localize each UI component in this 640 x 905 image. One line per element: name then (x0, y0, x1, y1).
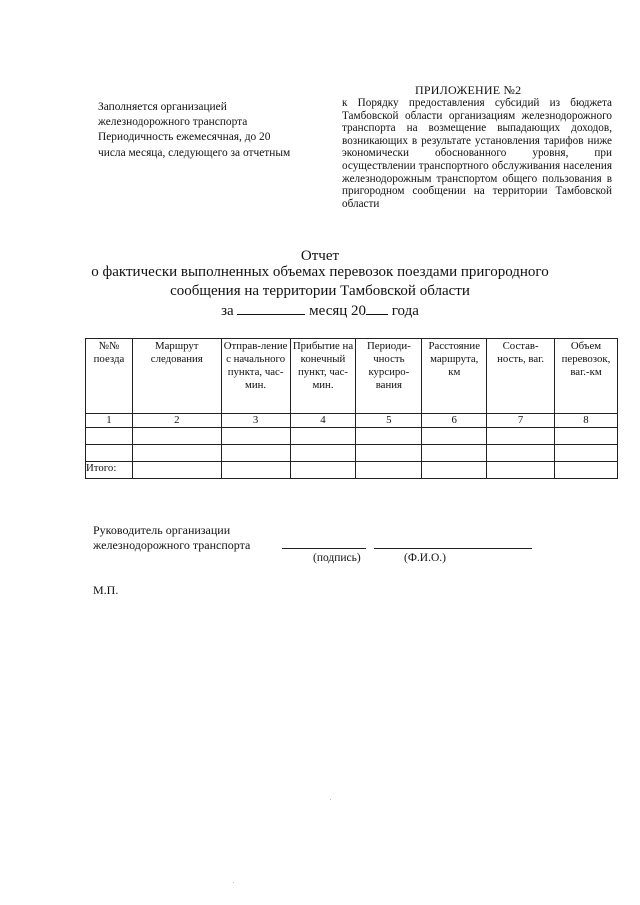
signature-line-text: железнодорожного транспорта (93, 538, 251, 552)
table-cell[interactable] (422, 428, 487, 445)
column-number: 5 (356, 414, 422, 428)
report-subtitle-line: о фактически выполненных объемах перевозок поездами пригородного (91, 264, 549, 280)
table-cell[interactable] (356, 428, 422, 445)
column-header: Состав-ность, ваг. (487, 339, 555, 414)
column-header: Маршрут следования (132, 339, 221, 414)
column-number-row (86, 414, 618, 428)
table-row (86, 428, 618, 445)
table-cell[interactable] (356, 445, 422, 462)
table-cell[interactable] (221, 445, 290, 462)
filler-note-line: числа месяца, следующего за отчетным (98, 146, 291, 159)
table-cell[interactable] (132, 428, 221, 445)
year-blank-field[interactable] (366, 302, 388, 315)
table-cell[interactable] (487, 462, 555, 479)
table-cell[interactable] (290, 428, 356, 445)
period-month-label: месяц 20 (309, 303, 367, 319)
column-number: 1 (86, 414, 133, 428)
table-cell[interactable] (132, 462, 221, 479)
table-row (86, 445, 618, 462)
column-header: Расстояние маршрута, км (422, 339, 487, 414)
table-cell[interactable] (422, 445, 487, 462)
table-cell[interactable] (132, 445, 221, 462)
filler-note-line: Периодичность ежемесячная, до 20 (98, 131, 271, 144)
table-cell[interactable] (555, 428, 618, 445)
table-cell[interactable] (86, 428, 133, 445)
table-cell[interactable] (555, 462, 618, 479)
column-header: Периоди-чность курсиро-вания (356, 339, 422, 414)
full-name-field[interactable] (374, 548, 532, 549)
table-cell[interactable] (487, 445, 555, 462)
total-label: Итого: (86, 462, 133, 479)
table-header-row (86, 339, 618, 414)
report-table (85, 338, 618, 479)
table-cell[interactable] (422, 462, 487, 479)
table-cell[interactable] (487, 428, 555, 445)
filler-note-line: Заполняется организацией (98, 101, 227, 113)
filler-note (98, 100, 328, 161)
table-cell[interactable] (221, 462, 290, 479)
month-blank-field[interactable] (237, 302, 305, 315)
table-cell[interactable] (86, 445, 133, 462)
table-cell[interactable] (290, 445, 356, 462)
column-header: Отправ-ление с начального пункта, час-мин. (221, 339, 290, 414)
signature-block (93, 523, 250, 553)
appendix-title: ПРИЛОЖЕНИЕ №2 (415, 83, 522, 97)
period-year-label: года (391, 303, 419, 319)
full-name-caption: (Ф.И.О.) (404, 552, 446, 564)
table-cell[interactable] (356, 462, 422, 479)
column-number: 4 (290, 414, 356, 428)
stamp-place: М.П. (93, 583, 119, 597)
column-number: 6 (422, 414, 487, 428)
signature-caption: (подпись) (313, 552, 361, 564)
report-title: Отчет (300, 248, 340, 264)
table-cell[interactable] (555, 445, 618, 462)
table-cell[interactable] (290, 462, 356, 479)
signature-field[interactable] (282, 548, 366, 549)
column-number: 7 (487, 414, 555, 428)
signature-line-text: Руководитель организации (93, 523, 231, 537)
column-number: 8 (555, 414, 618, 428)
column-number: 3 (221, 414, 290, 428)
column-header: Объем перевозок, ваг.-км (555, 339, 618, 414)
column-number: 2 (132, 414, 221, 428)
column-header: Прибытие на конечный пункт, час-мин. (290, 339, 356, 414)
total-row (86, 462, 618, 479)
table-cell[interactable] (221, 428, 290, 445)
filler-note-line: железнодорожного транспорта (98, 116, 248, 129)
scan-speck (330, 799, 331, 800)
report-period (0, 302, 640, 320)
appendix-text: к Порядку предоставления субсидий из бюджета Тамбовской области организациям железнодорожного транспорта на возмещение выпадающих доходов, возникающих в результате установления тарифов ниже экономически обоснованного уровня, при осуществлении транспортного обслуживания населения железнодорожным транспортом общего пользования в пригородном сообщении на территории Тамбовской области (342, 97, 612, 210)
scan-speck (233, 882, 234, 883)
report-subtitle-line: сообщения на территории Тамбовской области (170, 283, 470, 299)
period-prefix: за (221, 303, 234, 319)
column-header: №№ поезда (86, 339, 133, 414)
